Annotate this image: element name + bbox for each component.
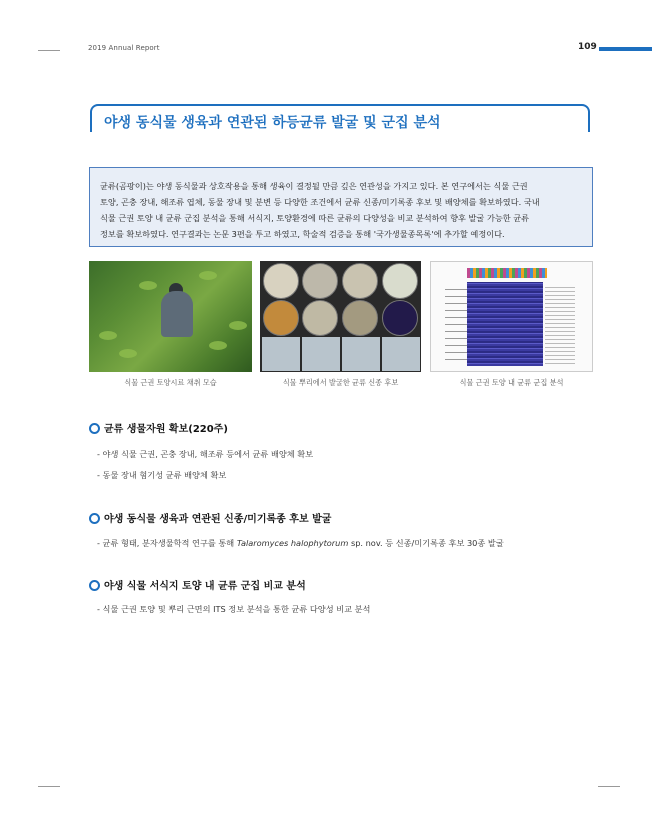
figure-caption: 식물 근권 토양시료 채취 모습	[124, 378, 217, 387]
list-item: - 야생 식물 근권, 곤충 장내, 해조류 등에서 균류 배양체 확보	[97, 449, 314, 459]
summary-line: 균류(곰팡이)는 야생 동식물과 상호작용을 통해 생육이 결정될 만큼 깊은 연관성을 가지고 있다. 본 연구에서는 식물 근권	[100, 181, 528, 191]
micrograph	[262, 337, 300, 371]
petri-dish	[382, 300, 418, 336]
dendrogram	[445, 288, 468, 366]
footer-rule-left	[38, 786, 60, 787]
petri-dish	[342, 263, 378, 299]
list-item: - 식물 근권 토양 및 뿌리 근면의 ITS 정보 분석을 통한 균류 다양성 비교 분석	[97, 604, 371, 614]
list-item	[97, 538, 504, 549]
community-analysis-heatmap	[430, 261, 593, 372]
circle-bullet-icon	[89, 580, 100, 591]
circle-bullet-icon	[89, 513, 100, 524]
taxonomy-color-bar	[467, 268, 547, 278]
heatmap-cells	[467, 282, 543, 366]
petri-dish	[342, 300, 378, 336]
section-heading-text: 균류 생물자원 확보(220주)	[104, 424, 228, 435]
section-heading	[89, 420, 228, 435]
petri-dish	[263, 300, 299, 336]
micrograph	[382, 337, 420, 371]
circle-bullet-icon	[89, 423, 100, 434]
page-number: 109	[578, 42, 597, 52]
petri-dish	[302, 263, 338, 299]
field-sampling-photo	[89, 261, 252, 372]
summary-line: 토양, 곤충 장내, 해조류 엽체, 동물 장내 및 분변 등 다양한 조건에서 균류 신종/미기록종 후보 및 배양체를 확보하였다. 국내	[100, 197, 540, 207]
petri-dish	[302, 300, 338, 336]
header-rule-left	[38, 50, 60, 51]
report-title: 2019 Annual Report	[88, 44, 160, 52]
header-accent-bar	[599, 47, 652, 51]
section-heading-text: 야생 동식물 생육과 연관된 신종/미기록종 후보 발굴	[104, 514, 332, 525]
section-title-box	[90, 104, 590, 132]
summary-box	[89, 167, 593, 247]
figure-caption: 식물 뿌리에서 발굴한 균류 신종 후보	[282, 378, 399, 387]
list-item: - 동물 장내 혐기성 균류 배양체 확보	[97, 470, 227, 480]
list-item-text: - 균류 형태, 분자생물학적 연구를 통해	[97, 538, 237, 548]
list-item-text: sp. nov. 등 신종/미기록종 후보 30종 발굴	[348, 538, 504, 548]
summary-line: 정보를 확보하였다. 연구결과는 논문 3편을 투고 하였고, 학술적 검증을 통해 '국가생물종목록'에 추가할 예정이다.	[100, 229, 505, 239]
section-heading-text: 야생 식물 서식지 토양 내 균류 군집 비교 분석	[104, 581, 306, 592]
micrograph	[302, 337, 340, 371]
species-name: Talaromyces halophytorum	[236, 538, 349, 548]
researcher-body	[161, 291, 193, 337]
fungal-culture-panel	[260, 261, 421, 372]
section-heading	[89, 510, 331, 525]
section-heading	[89, 577, 306, 592]
petri-dish	[382, 263, 418, 299]
petri-dish	[263, 263, 299, 299]
heatmap-row-labels	[545, 284, 575, 364]
section-title: 야생 동식물 생육과 연관된 하등균류 발굴 및 군집 분석	[104, 115, 441, 131]
summary-line: 식물 근권 토양 내 균류 군집 분석을 통해 서식지, 토양환경에 따른 균류의 다양성을 비교 분석하여 향후 발굴 가능한 균류	[100, 213, 530, 223]
figure-caption: 식물 근권 토양 내 균류 군집 분석	[459, 378, 564, 387]
micrograph	[342, 337, 380, 371]
footer-rule-right	[598, 786, 620, 787]
